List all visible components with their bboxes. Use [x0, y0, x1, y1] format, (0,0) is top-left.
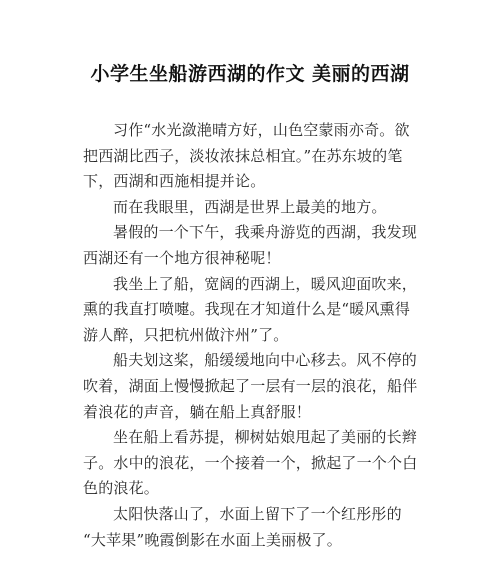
text-line: 坐在船上看苏提，柳树姑娘甩起了美丽的长辫	[113, 428, 418, 447]
text-line: 西湖还有一个地方很神秘呢！	[83, 248, 281, 267]
text-line: 着浪花的声音，躺在船上真舒服！	[83, 402, 312, 421]
text-line: “大苹果”晚霞倒影在水面上美丽极了。	[83, 530, 342, 549]
text-line: 习作“水光潋滟晴方好，山色空蒙雨亦奇。欲	[113, 121, 410, 139]
document-title: 小学生坐船游西湖的作文 美丽的西湖	[90, 63, 410, 85]
text-line: 我坐上了船，宽阔的西湖上，暖风迎面吹来，	[113, 274, 418, 293]
text-line: 太阳快落山了，水面上留下了一个红彤彤的	[113, 504, 402, 523]
text-line: 暑假的一个下午，我乘舟游览的西湖，我发现	[113, 223, 418, 242]
text-line: 吹着，湖面上慢慢掀起了一层有一层的浪花，船伴	[83, 376, 418, 395]
text-line: 船夫划这桨，船缓缓地向中心移去。风不停的	[113, 351, 418, 370]
text-line: 下，西湖和西施相提并论。	[83, 172, 266, 191]
text-line: 而在我眼里，西湖是世界上最美的地方。	[113, 197, 387, 216]
text-line: 游人醉，只把杭州做汴州”了。	[83, 325, 289, 344]
text-line: 色的浪花。	[83, 479, 160, 498]
document-body	[83, 118, 423, 553]
text-line: 子。水中的浪花，一个接着一个，掀起了一个个白	[83, 453, 418, 472]
text-line: 把西湖比西子，淡妆浓抹总相宜。”在苏东坡的笔	[83, 146, 403, 165]
text-line: 熏的我直打喷嚏。我现在才知道什么是“暖风熏得	[83, 300, 411, 319]
